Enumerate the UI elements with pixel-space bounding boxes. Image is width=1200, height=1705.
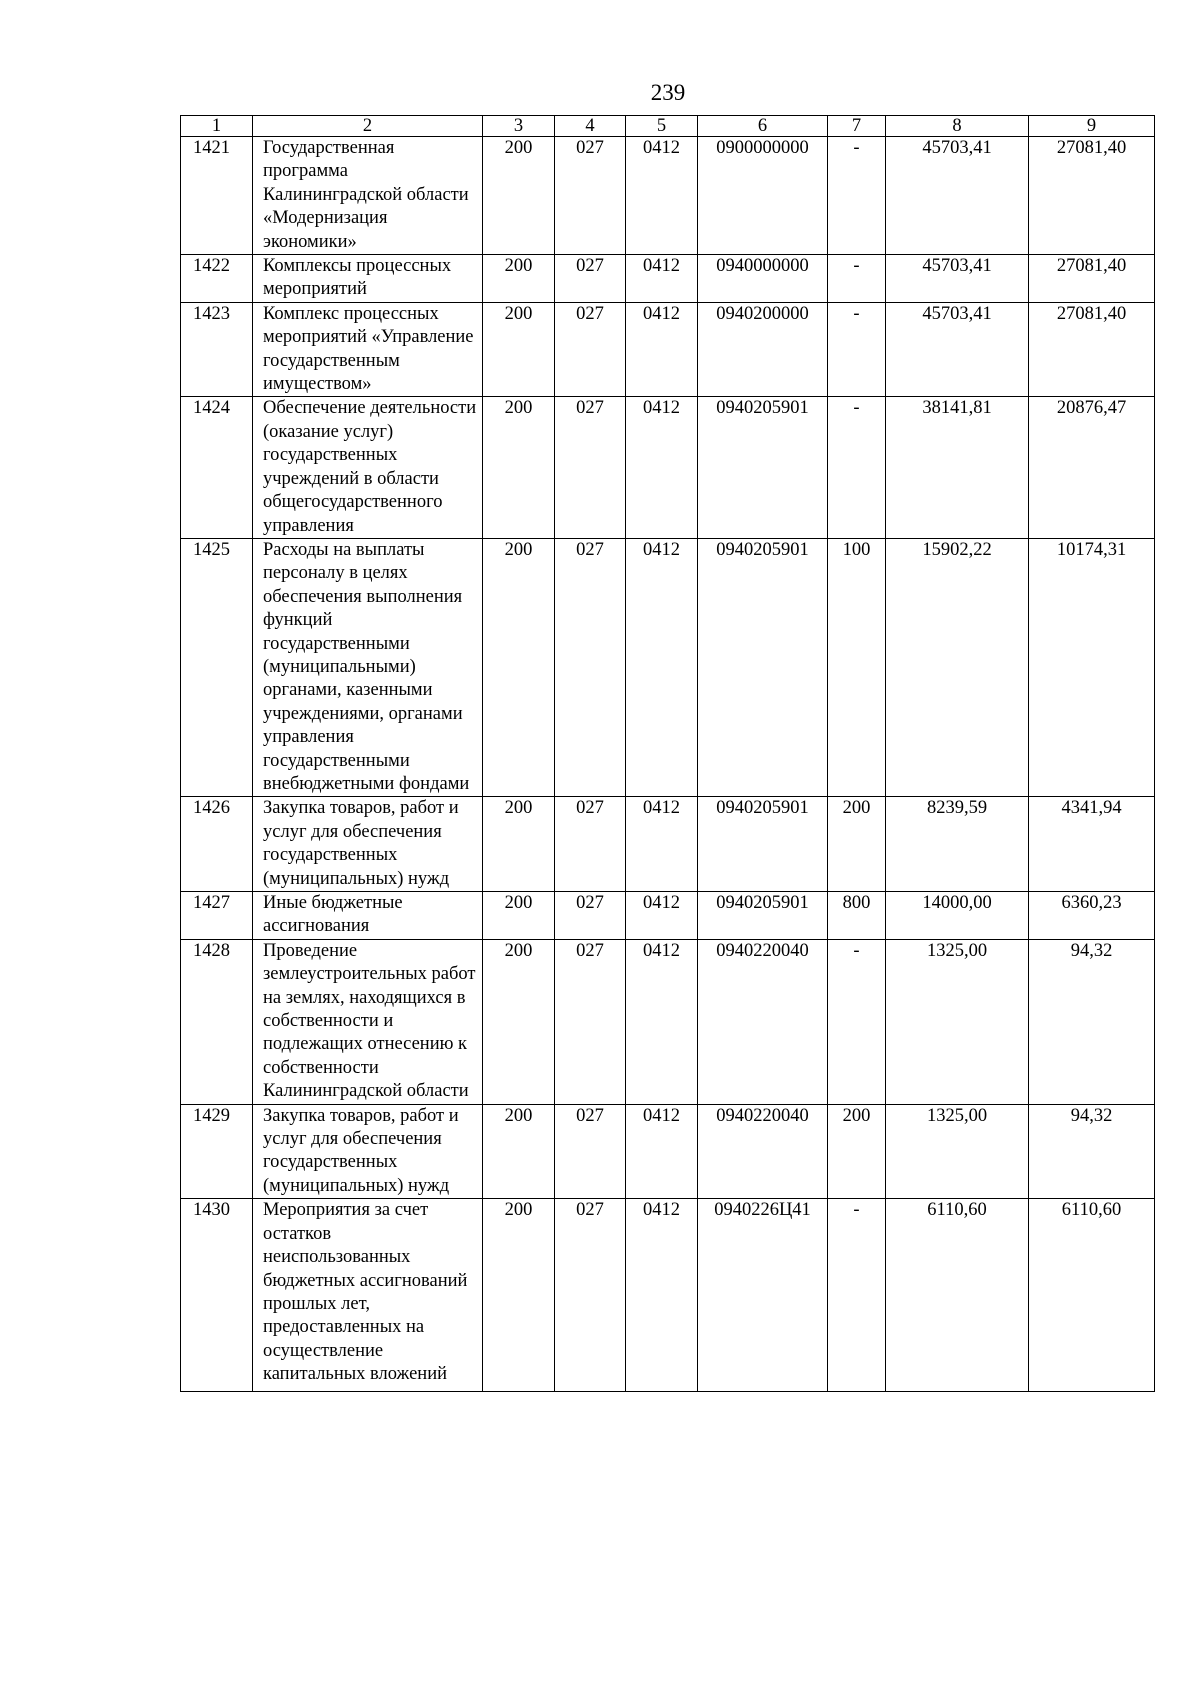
item-name-cell: Обеспечение деятельности (оказание услуг) государственных учреждений в области общегосударственного управления (253, 397, 483, 538)
section-code-cell: 0412 (626, 538, 698, 796)
section-code-cell: 0412 (626, 892, 698, 940)
section-code-cell: 0412 (626, 137, 698, 255)
code-4-cell: 027 (555, 137, 626, 255)
target-article-cell: 0940205901 (698, 397, 828, 538)
code-4-cell: 027 (555, 1199, 626, 1391)
section-code-cell: 0412 (626, 1199, 698, 1391)
budget-table (180, 115, 1155, 1392)
target-article-cell: 0940000000 (698, 255, 828, 303)
code-4-cell: 027 (555, 397, 626, 538)
expense-type-cell: - (828, 939, 886, 1104)
row-number-cell: 1430 (181, 1199, 253, 1391)
header-col-1: 1 (181, 116, 253, 137)
page-number: 239 (650, 80, 686, 105)
expense-type-cell: - (828, 1199, 886, 1391)
header-col-9: 9 (1029, 116, 1155, 137)
table-row (181, 137, 1155, 255)
amount-planned-cell: 45703,41 (886, 255, 1029, 303)
table-row (181, 1199, 1155, 1391)
item-name-cell: Проведение землеустроительных работ на землях, находящихся в собственности и подлежащих отнесению к собственности Калининградской области (253, 939, 483, 1104)
row-number-cell: 1425 (181, 538, 253, 796)
section-code-cell: 0412 (626, 302, 698, 397)
amount-executed-cell: 94,32 (1029, 939, 1155, 1104)
row-number-cell: 1421 (181, 137, 253, 255)
amount-planned-cell: 14000,00 (886, 892, 1029, 940)
code-4-cell: 027 (555, 939, 626, 1104)
target-article-cell: 0940205901 (698, 538, 828, 796)
amount-planned-cell: 38141,81 (886, 397, 1029, 538)
item-name-cell: Закупка товаров, работ и услуг для обеспечения государственных (муниципальных) нужд (253, 797, 483, 892)
code-4-cell: 027 (555, 302, 626, 397)
amount-executed-cell: 94,32 (1029, 1104, 1155, 1199)
target-article-cell: 0940205901 (698, 797, 828, 892)
amount-planned-cell: 8239,59 (886, 797, 1029, 892)
amount-planned-cell: 1325,00 (886, 939, 1029, 1104)
header-col-7: 7 (828, 116, 886, 137)
amount-executed-cell: 27081,40 (1029, 137, 1155, 255)
amount-executed-cell: 27081,40 (1029, 302, 1155, 397)
amount-executed-cell: 20876,47 (1029, 397, 1155, 538)
table-row (181, 255, 1155, 303)
code-3-cell: 200 (483, 939, 555, 1104)
header-col-8: 8 (886, 116, 1029, 137)
amount-executed-cell: 27081,40 (1029, 255, 1155, 303)
header-col-4: 4 (555, 116, 626, 137)
code-4-cell: 027 (555, 255, 626, 303)
item-name-cell: Расходы на выплаты персоналу в целях обеспечения выполнения функций государственными (муниципальными) органами, казенными учреждениями, органами управления государственными внебюджетными фондами (253, 538, 483, 796)
target-article-cell: 0940226Ц41 (698, 1199, 828, 1391)
expense-type-cell: - (828, 255, 886, 303)
code-3-cell: 200 (483, 302, 555, 397)
target-article-cell: 0900000000 (698, 137, 828, 255)
amount-planned-cell: 1325,00 (886, 1104, 1029, 1199)
code-3-cell: 200 (483, 892, 555, 940)
item-name-cell: Комплекс процессных мероприятий «Управление государственным имуществом» (253, 302, 483, 397)
code-4-cell: 027 (555, 892, 626, 940)
table-row (181, 797, 1155, 892)
target-article-cell: 0940220040 (698, 1104, 828, 1199)
row-number-cell: 1429 (181, 1104, 253, 1199)
table-body (181, 137, 1155, 1392)
item-name-cell: Закупка товаров, работ и услуг для обеспечения государственных (муниципальных) нужд (253, 1104, 483, 1199)
section-code-cell: 0412 (626, 939, 698, 1104)
table-row (181, 538, 1155, 796)
table-row (181, 939, 1155, 1104)
row-number-cell: 1423 (181, 302, 253, 397)
row-number-cell: 1424 (181, 397, 253, 538)
code-3-cell: 200 (483, 1104, 555, 1199)
target-article-cell: 0940220040 (698, 939, 828, 1104)
row-number-cell: 1422 (181, 255, 253, 303)
code-4-cell: 027 (555, 538, 626, 796)
item-name-cell: Мероприятия за счет остатков неиспользованных бюджетных ассигнований прошлых лет, предоставленных на осуществление капитальных вложений (253, 1199, 483, 1391)
target-article-cell: 0940200000 (698, 302, 828, 397)
code-3-cell: 200 (483, 797, 555, 892)
header-col-5: 5 (626, 116, 698, 137)
expense-type-cell: 200 (828, 797, 886, 892)
code-3-cell: 200 (483, 538, 555, 796)
section-code-cell: 0412 (626, 1104, 698, 1199)
amount-planned-cell: 45703,41 (886, 302, 1029, 397)
table-row (181, 302, 1155, 397)
table-row (181, 397, 1155, 538)
item-name-cell: Государственная программа Калининградской области «Модернизация экономики» (253, 137, 483, 255)
code-3-cell: 200 (483, 255, 555, 303)
code-4-cell: 027 (555, 1104, 626, 1199)
code-3-cell: 200 (483, 1199, 555, 1391)
amount-executed-cell: 6110,60 (1029, 1199, 1155, 1391)
expense-type-cell: 200 (828, 1104, 886, 1199)
table-row (181, 1104, 1155, 1199)
header-col-2: 2 (253, 116, 483, 137)
expense-type-cell: - (828, 137, 886, 255)
target-article-cell: 0940205901 (698, 892, 828, 940)
expense-type-cell: - (828, 302, 886, 397)
header-row (181, 116, 1155, 137)
row-number-cell: 1427 (181, 892, 253, 940)
amount-executed-cell: 6360,23 (1029, 892, 1155, 940)
section-code-cell: 0412 (626, 797, 698, 892)
table-row (181, 892, 1155, 940)
code-4-cell: 027 (555, 797, 626, 892)
expense-type-cell: 100 (828, 538, 886, 796)
table-header (181, 116, 1155, 137)
expense-type-cell: - (828, 397, 886, 538)
section-code-cell: 0412 (626, 397, 698, 538)
row-number-cell: 1428 (181, 939, 253, 1104)
amount-planned-cell: 15902,22 (886, 538, 1029, 796)
item-name-cell: Комплексы процессных мероприятий (253, 255, 483, 303)
item-name-cell: Иные бюджетные ассигнования (253, 892, 483, 940)
amount-planned-cell: 45703,41 (886, 137, 1029, 255)
header-col-3: 3 (483, 116, 555, 137)
expense-type-cell: 800 (828, 892, 886, 940)
amount-executed-cell: 10174,31 (1029, 538, 1155, 796)
code-3-cell: 200 (483, 397, 555, 538)
section-code-cell: 0412 (626, 255, 698, 303)
amount-planned-cell: 6110,60 (886, 1199, 1029, 1391)
header-col-6: 6 (698, 116, 828, 137)
code-3-cell: 200 (483, 137, 555, 255)
amount-executed-cell: 4341,94 (1029, 797, 1155, 892)
row-number-cell: 1426 (181, 797, 253, 892)
